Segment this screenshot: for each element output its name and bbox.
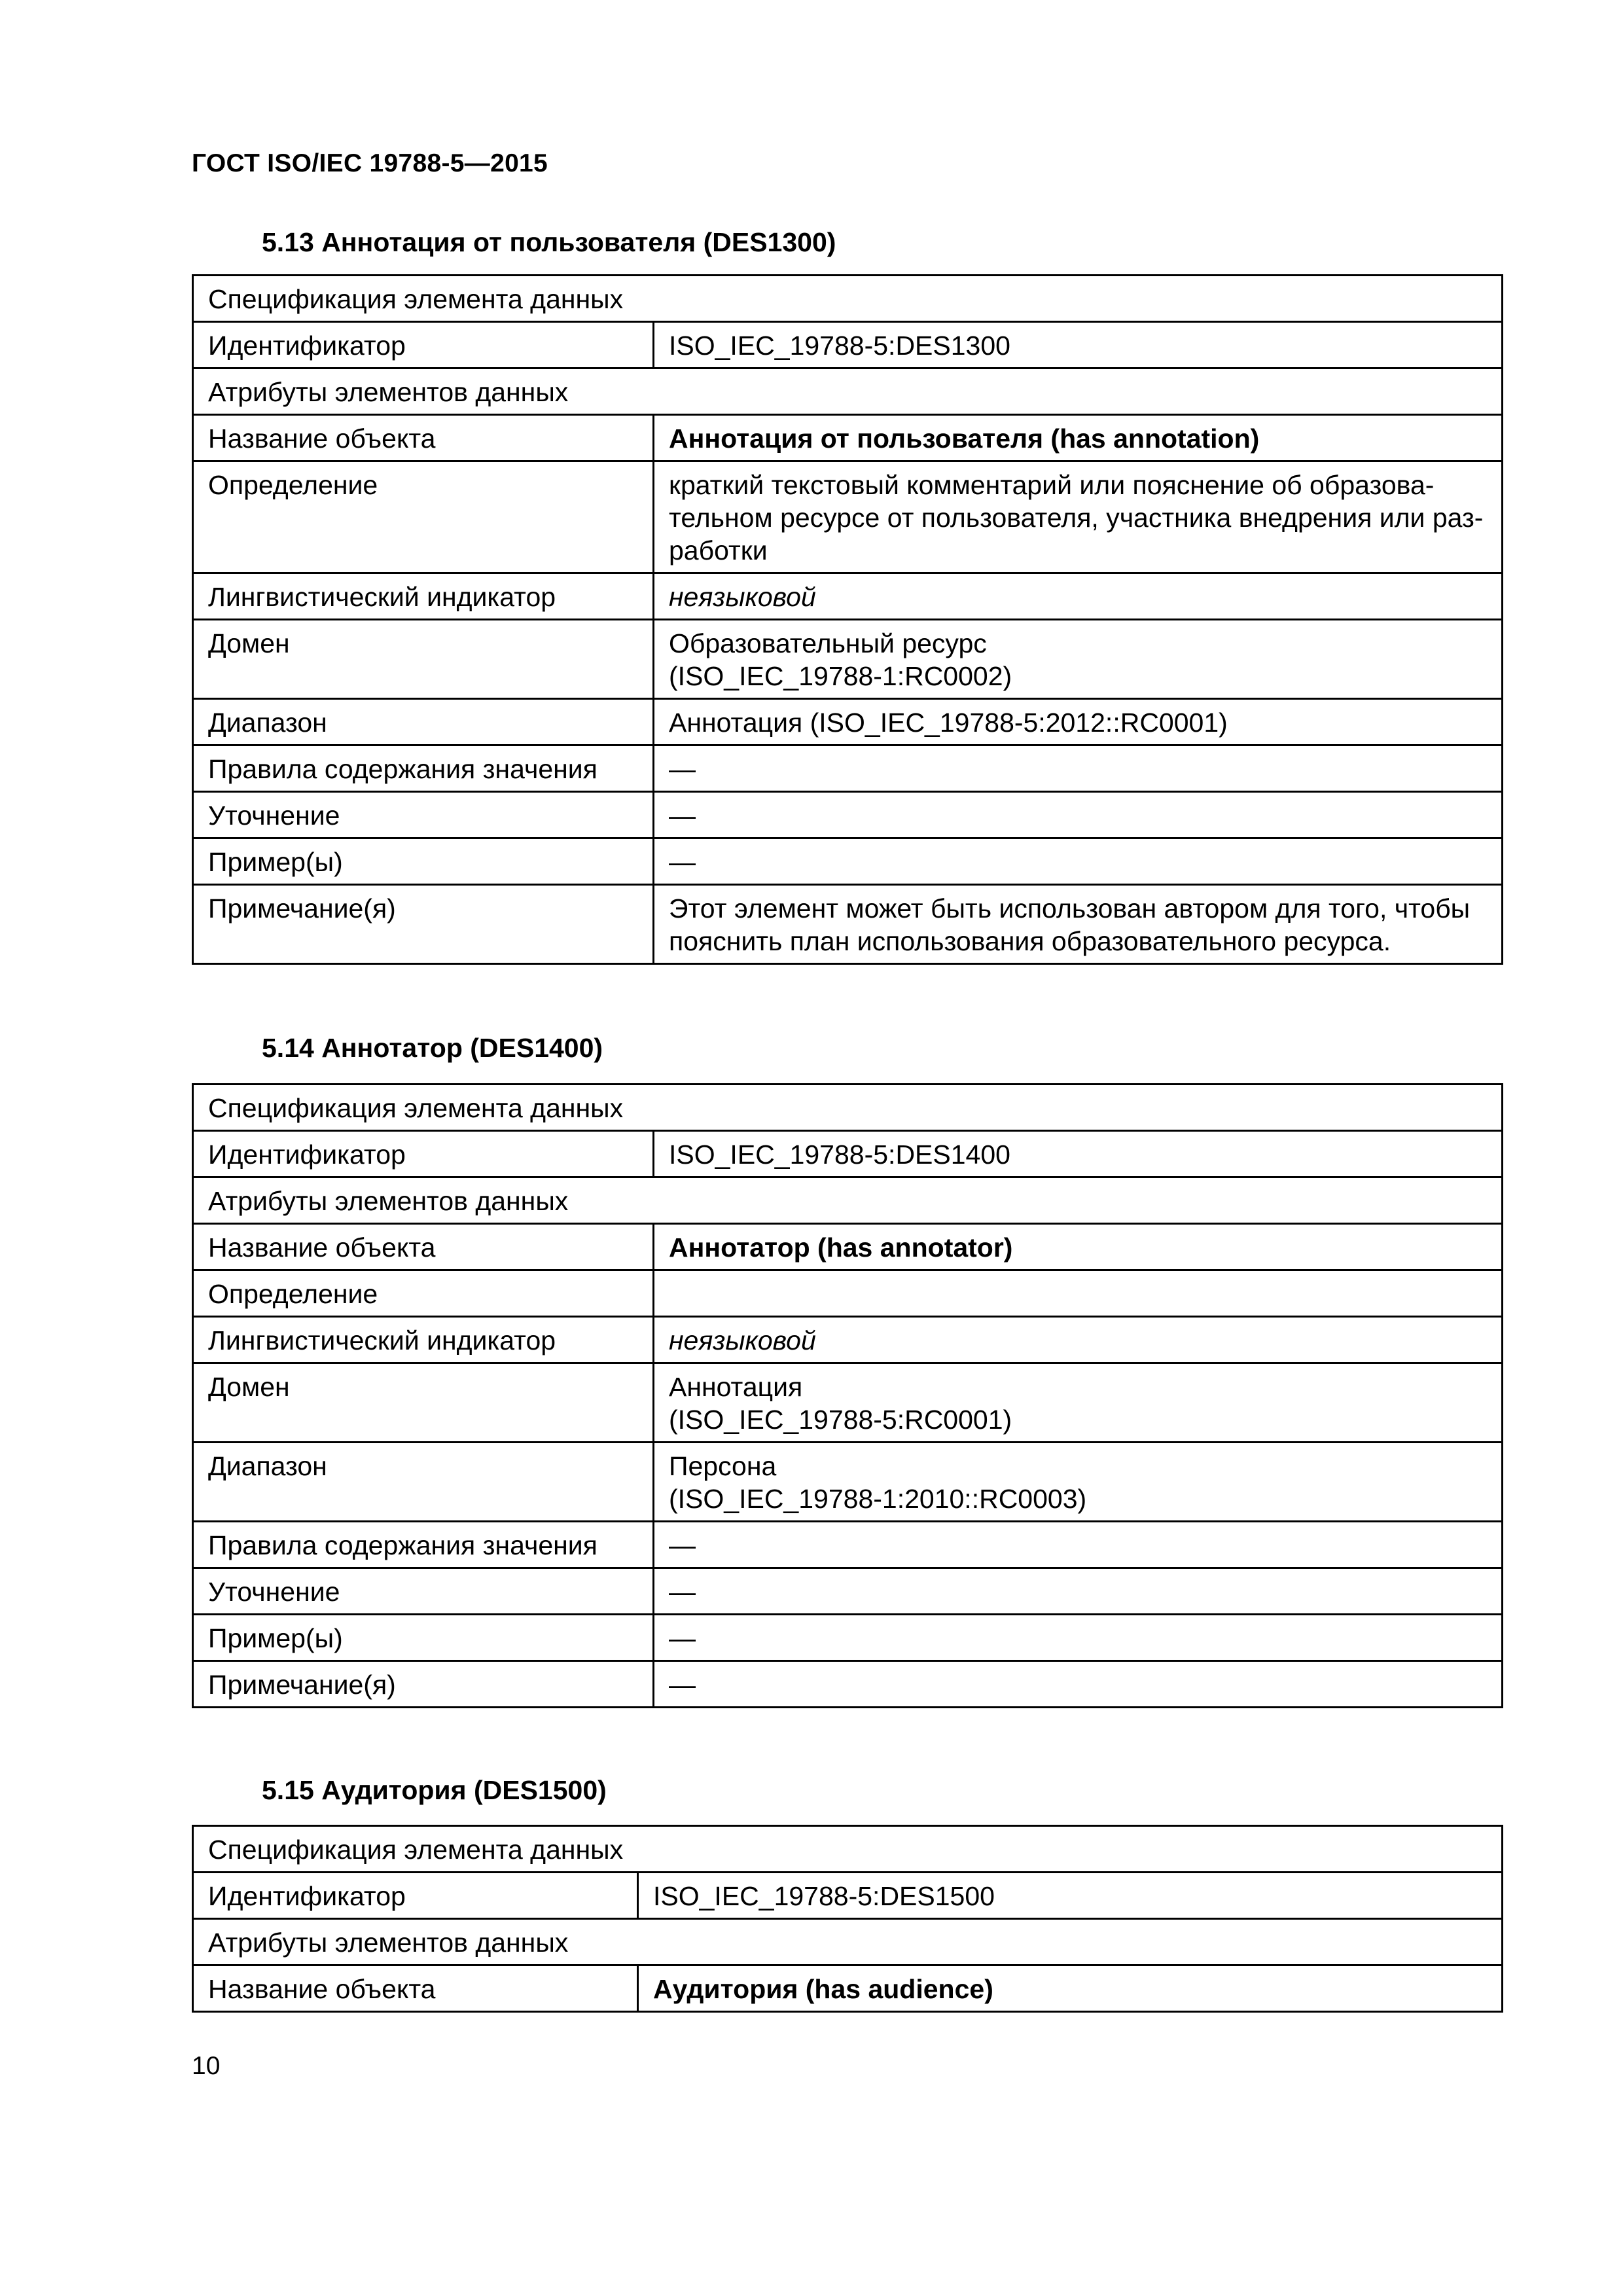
attribute-row xyxy=(193,1965,1503,2012)
identifier-row xyxy=(193,322,1503,368)
attribute-value-line: (ISO_IEC_19788-1:RC0002) xyxy=(669,661,1012,691)
attribute-value xyxy=(654,885,1503,964)
attribute-label: Диапазон xyxy=(193,699,654,745)
attribute-value: — xyxy=(654,1522,1503,1568)
spec-table xyxy=(192,1825,1503,2013)
attribute-label: Домен xyxy=(193,620,654,699)
attribute-value xyxy=(654,1363,1503,1443)
identifier-row xyxy=(193,1873,1503,1919)
attribute-label: Примечание(я) xyxy=(193,885,654,964)
document-header: ГОСТ ISO/IEC 19788-5—2015 xyxy=(192,149,548,177)
attribute-value xyxy=(654,1270,1503,1317)
attribute-value: — xyxy=(654,1661,1503,1708)
attribute-value-line: пояснить план использования образовательного ресурса. xyxy=(669,926,1391,956)
attribute-value xyxy=(654,461,1503,573)
attribute-value: Аннотация от пользователя (has annotation) xyxy=(654,415,1503,461)
spec-title-row xyxy=(193,276,1503,322)
attribute-label: Уточнение xyxy=(193,792,654,838)
attribute-row xyxy=(193,838,1503,885)
attribute-label: Лингвистический индикатор xyxy=(193,573,654,620)
attributes-title-row xyxy=(193,368,1503,415)
attribute-row xyxy=(193,699,1503,745)
spec-title: Спецификация элемента данных xyxy=(193,1826,1503,1873)
attribute-label: Домен xyxy=(193,1363,654,1443)
attribute-label: Лингвистический индикатор xyxy=(193,1317,654,1363)
attribute-value-line: Этот элемент может быть использован автором для того, чтобы xyxy=(669,893,1471,924)
attribute-value-line: Персона xyxy=(669,1451,777,1481)
attribute-value-line: (ISO_IEC_19788-1:2010::RC0003) xyxy=(669,1484,1087,1514)
attribute-label: Определение xyxy=(193,461,654,573)
attribute-row xyxy=(193,461,1503,573)
spec-title: Спецификация элемента данных xyxy=(193,1085,1503,1131)
attribute-row xyxy=(193,1661,1503,1708)
attribute-row xyxy=(193,1615,1503,1661)
spec-table xyxy=(192,1083,1503,1708)
attribute-row xyxy=(193,1224,1503,1270)
attribute-label: Название объекта xyxy=(193,1224,654,1270)
section-heading: 5.13 Аннотация от пользователя (DES1300) xyxy=(262,227,836,257)
attribute-label: Название объекта xyxy=(193,1965,638,2012)
identifier-row xyxy=(193,1131,1503,1177)
attributes-title: Атрибуты элементов данных xyxy=(193,1177,1503,1224)
attribute-row xyxy=(193,745,1503,792)
attributes-title: Атрибуты элементов данных xyxy=(193,1919,1503,1965)
attribute-value: — xyxy=(654,1615,1503,1661)
attributes-title: Атрибуты элементов данных xyxy=(193,368,1503,415)
attribute-value-line: (ISO_IEC_19788-5:RC0001) xyxy=(669,1405,1012,1435)
spec-table-body xyxy=(193,276,1503,964)
attribute-value-line: Аннотация xyxy=(669,1372,803,1402)
attribute-value xyxy=(654,620,1503,699)
spec-table-body xyxy=(193,1826,1503,2012)
attribute-label: Уточнение xyxy=(193,1568,654,1615)
attributes-title-row xyxy=(193,1919,1503,1965)
attribute-row xyxy=(193,1522,1503,1568)
identifier-label: Идентификатор xyxy=(193,1873,638,1919)
attribute-row xyxy=(193,1568,1503,1615)
attribute-value: Аудитория (has audience) xyxy=(638,1965,1503,2012)
identifier-value: ISO_IEC_19788-5:DES1300 xyxy=(654,322,1503,368)
attribute-row xyxy=(193,792,1503,838)
spec-title-row xyxy=(193,1826,1503,1873)
attribute-value xyxy=(654,1443,1503,1522)
attribute-label: Диапазон xyxy=(193,1443,654,1522)
attribute-row xyxy=(193,573,1503,620)
identifier-label: Идентификатор xyxy=(193,322,654,368)
attribute-value: — xyxy=(654,745,1503,792)
attribute-label: Правила содержания значения xyxy=(193,1522,654,1568)
attribute-label: Пример(ы) xyxy=(193,838,654,885)
identifier-value: ISO_IEC_19788-5:DES1500 xyxy=(638,1873,1503,1919)
attribute-value: Аннотация (ISO_IEC_19788-5:2012::RC0001) xyxy=(654,699,1503,745)
spec-title: Спецификация элемента данных xyxy=(193,276,1503,322)
attribute-value-line: работки xyxy=(669,535,768,565)
section-heading: 5.15 Аудитория (DES1500) xyxy=(262,1775,607,1805)
attribute-row xyxy=(193,1270,1503,1317)
attribute-row xyxy=(193,415,1503,461)
attribute-value-line: тельном ресурсе от пользователя, участника внедрения или раз- xyxy=(669,503,1484,533)
spec-table xyxy=(192,274,1503,965)
attribute-label: Примечание(я) xyxy=(193,1661,654,1708)
attribute-label: Правила содержания значения xyxy=(193,745,654,792)
identifier-value: ISO_IEC_19788-5:DES1400 xyxy=(654,1131,1503,1177)
attribute-row xyxy=(193,885,1503,964)
attribute-label: Определение xyxy=(193,1270,654,1317)
attribute-value: неязыковой xyxy=(654,1317,1503,1363)
attribute-value: — xyxy=(654,838,1503,885)
attributes-title-row xyxy=(193,1177,1503,1224)
attribute-value-line: Образовательный ресурс xyxy=(669,628,987,658)
attribute-row xyxy=(193,1317,1503,1363)
spec-table-body xyxy=(193,1085,1503,1708)
identifier-label: Идентификатор xyxy=(193,1131,654,1177)
attribute-row xyxy=(193,620,1503,699)
spec-title-row xyxy=(193,1085,1503,1131)
attribute-value-line: краткий текстовый комментарий или пояснение об образова- xyxy=(669,470,1435,500)
attribute-label: Пример(ы) xyxy=(193,1615,654,1661)
attribute-value: Аннотатор (has annotator) xyxy=(654,1224,1503,1270)
attribute-row xyxy=(193,1363,1503,1443)
page-number: 10 xyxy=(192,2052,221,2080)
attribute-row xyxy=(193,1443,1503,1522)
attribute-value: неязыковой xyxy=(654,573,1503,620)
attribute-label: Название объекта xyxy=(193,415,654,461)
attribute-value: — xyxy=(654,1568,1503,1615)
section-heading: 5.14 Аннотатор (DES1400) xyxy=(262,1033,603,1063)
attribute-value: — xyxy=(654,792,1503,838)
